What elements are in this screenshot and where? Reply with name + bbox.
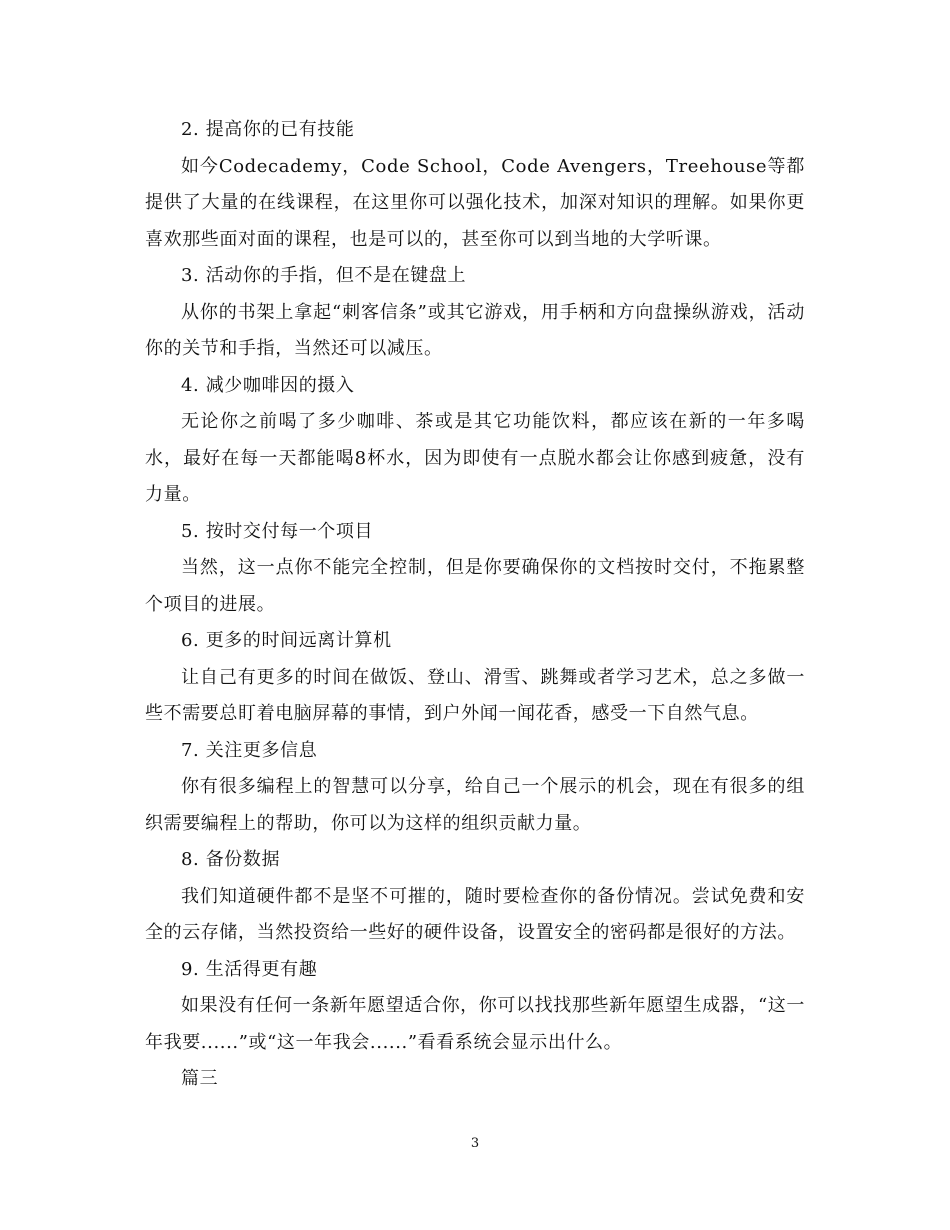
section-paragraph: 你有很多编程上的智慧可以分享，给自己一个展示的机会，现在有很多的组织需要编程上的帮助，你可以为这样的组织贡献力量。 [145,776,805,834]
section-heading: 3. 活动你的手指，但不是在键盘上 [181,265,467,286]
page-number: 3 [470,1136,480,1151]
section-heading: 6. 更多的时间远离计算机 [181,630,392,651]
section-heading: 7. 关注更多信息 [181,739,318,761]
section-paragraph: 无论你之前喝了多少咖啡、茶或是其它功能饮料，都应该在新的一年多喝水，最好在每一天都能喝8杯水，因为即使有一点脱水都会让你感到疲惫，没有力量。 [145,411,805,505]
section-paragraph: 如果没有任何一条新年愿望适合你，你可以找找那些新年愿望生成器，“这一年我要......”或“这一年我会......”看看系统会显示出什么。 [145,995,805,1053]
section-paragraph: 从你的书架上拿起“刺客信条”或其它游戏，用手柄和方向盘操纵游戏，活动你的关节和手指，当然还可以减压。 [145,301,805,359]
chapter-heading: 篇三 [181,1068,219,1089]
section-heading: 2. 提高你的已有技能 [181,119,355,140]
document-body [145,112,805,1098]
section-paragraph: 让自己有更多的时间在做饭、登山、滑雪、跳舞或者学习艺术，总之多做一些不需要总盯着电脑屏幕的事情，到户外闻一闻花香，感受一下自然气息。 [145,666,805,724]
section-heading: 4. 减少咖啡因的摄入 [181,374,355,396]
section-heading: 8. 备份数据 [181,849,281,870]
section-paragraph: 我们知道硬件都不是坚不可摧的，随时要检查你的备份情况。尝试免费和安全的云存储，当然投资给一些好的硬件设备，设置安全的密码都是很好的方法。 [145,885,805,943]
section-heading: 5. 按时交付每一个项目 [181,520,374,542]
section-paragraph: 当然，这一点你不能完全控制，但是你要确保你的文档按时交付，不拖累整个项目的进展。 [145,557,805,615]
section-paragraph: 如今Codecademy，Code School，Code Avengers，Treehouse等都提供了大量的在线课程，在这里你可以强化技术，加深对知识的理解。如果你更喜欢那些面对面的课程，也是可以的，甚至你可以到当地的大学听课。 [145,155,805,250]
section-heading: 9. 生活得更有趣 [181,958,318,980]
